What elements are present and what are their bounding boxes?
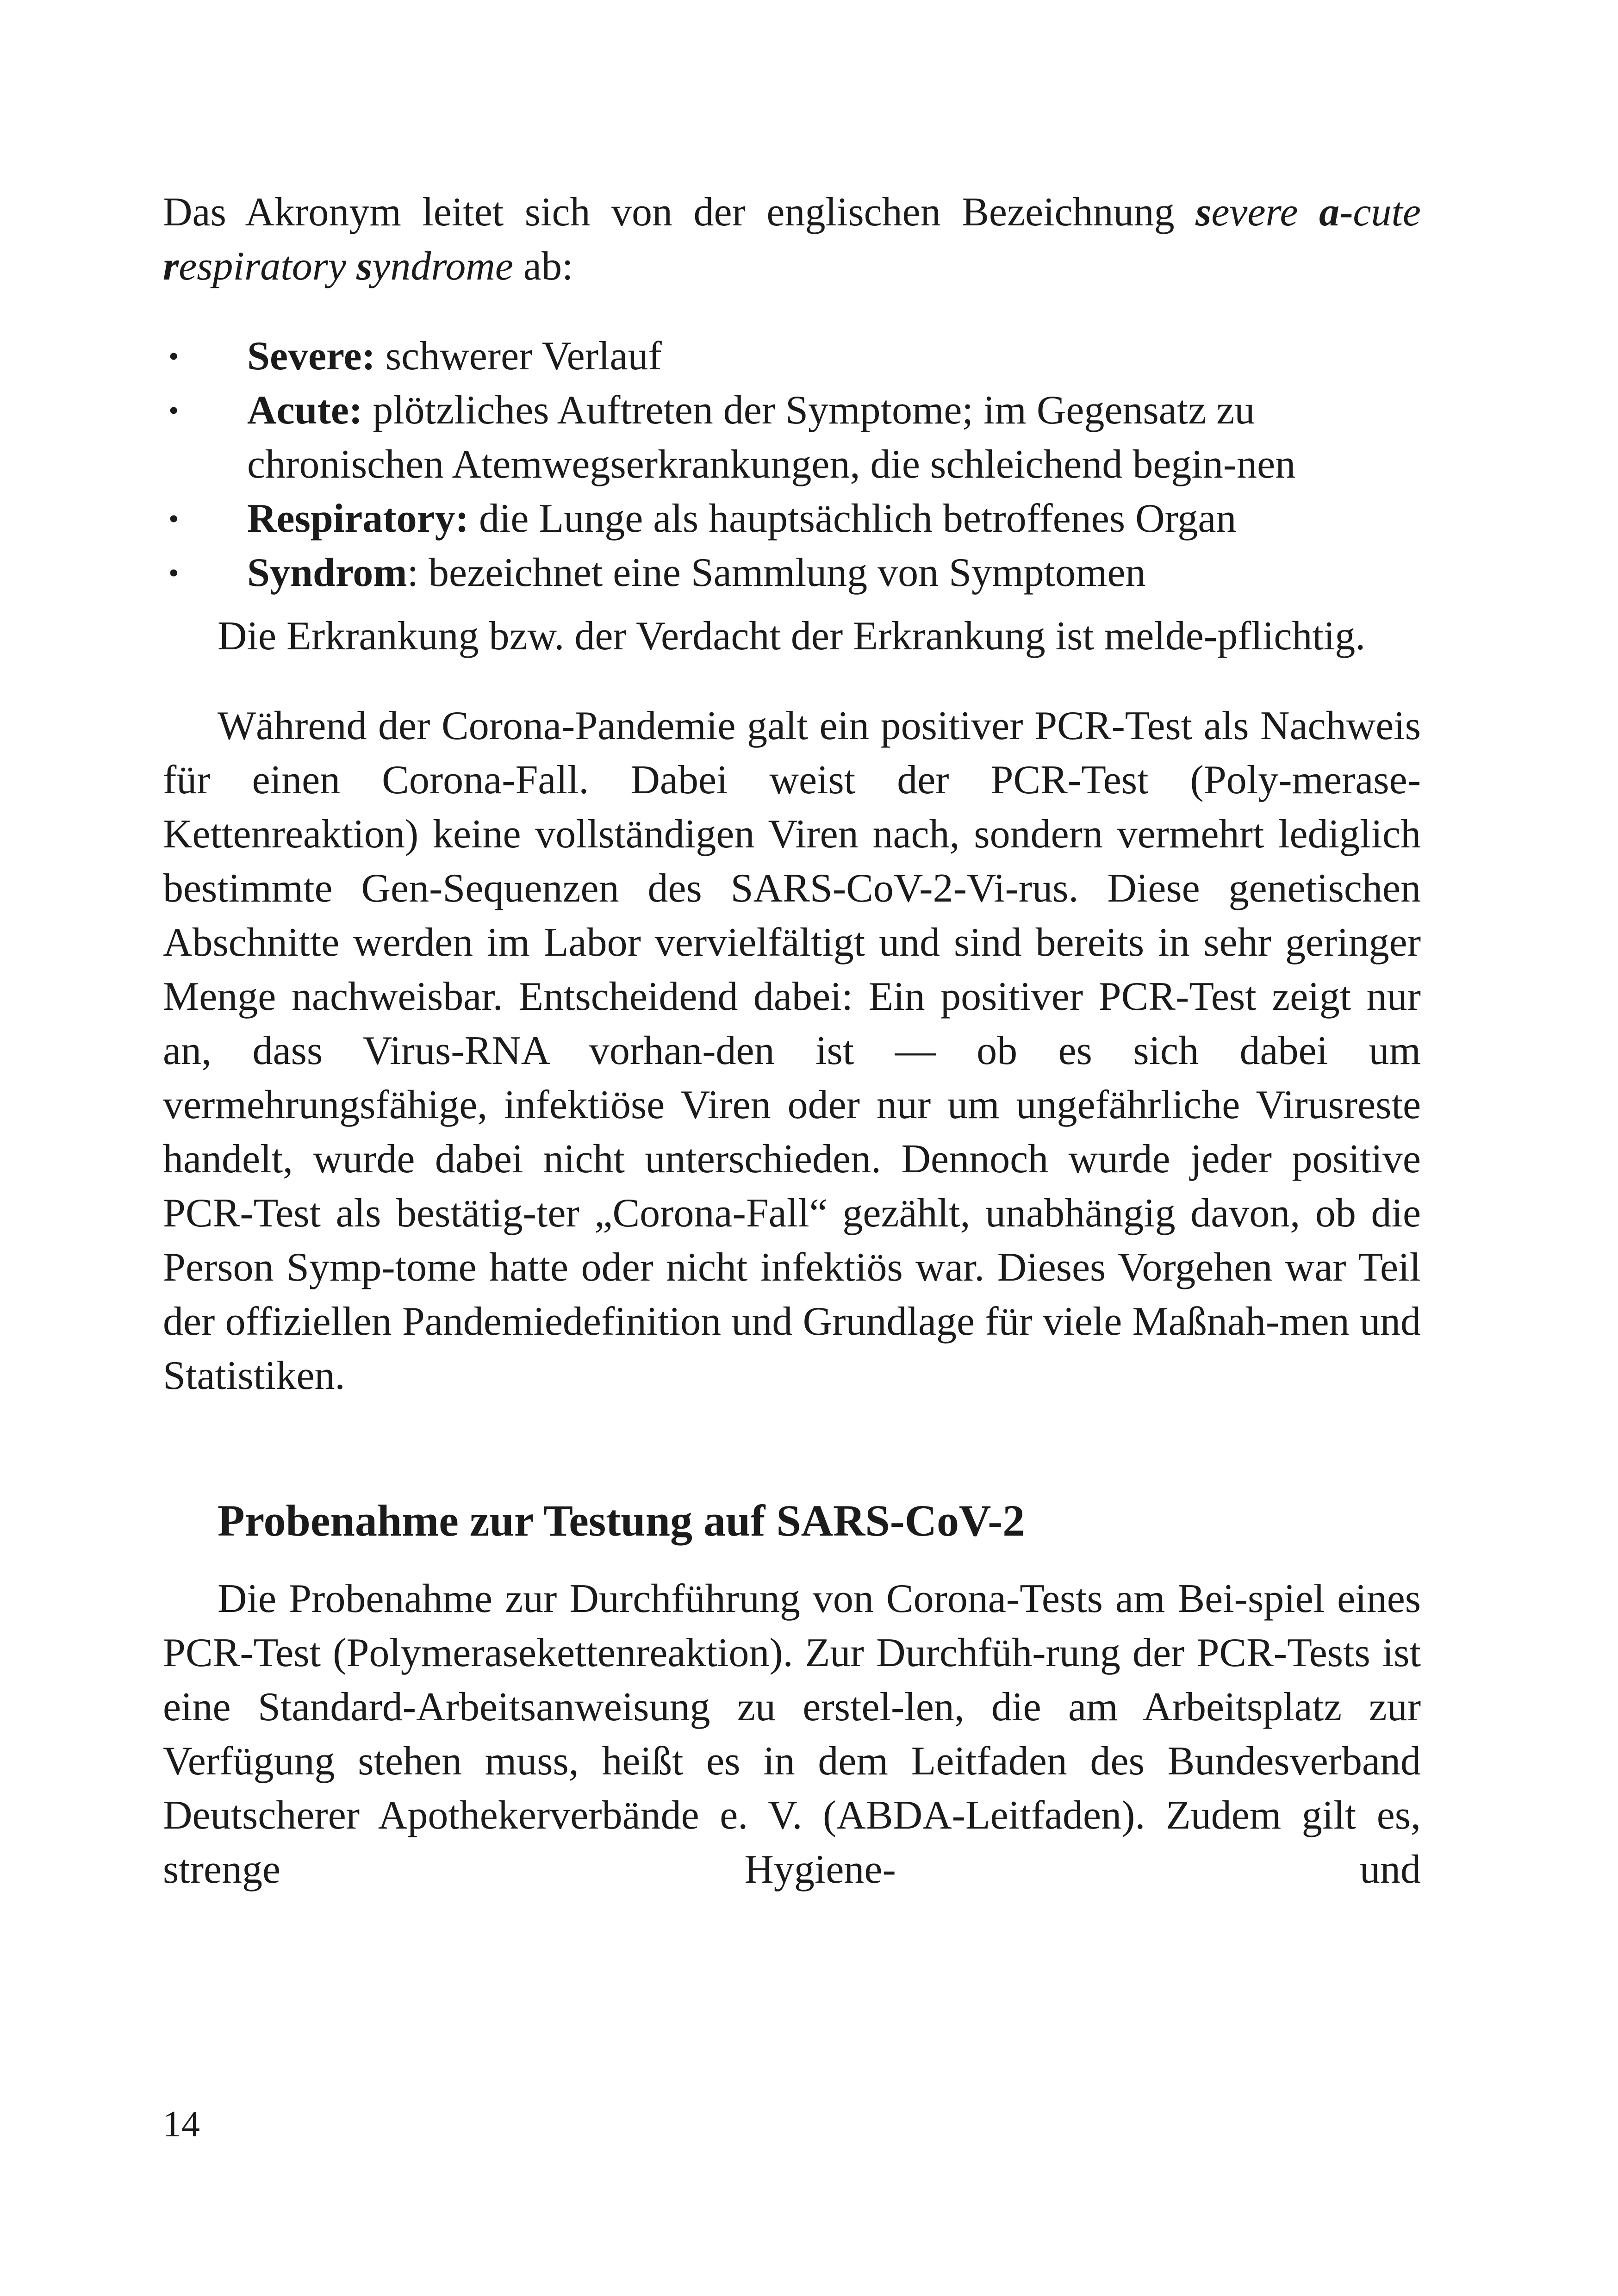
bullet-icon: • xyxy=(168,556,179,589)
list-item-text: plötzliches Auftreten der Symptome; im Gegensatz zu chronischen Atemwegserkrankungen, die schleichend begin-nen xyxy=(247,388,1296,487)
list-item xyxy=(163,492,1421,546)
list-item xyxy=(163,329,1421,383)
section-heading: Probenahme zur Testung auf SARS-CoV-2 xyxy=(218,1496,1025,1545)
list-item xyxy=(163,546,1421,600)
intro-paragraph xyxy=(163,185,1421,293)
list-item-term: Respiratory: xyxy=(247,496,469,541)
bullet-icon: • xyxy=(168,394,179,427)
acronym-term: severe a-cute respiratory syndrome xyxy=(163,190,1421,289)
intro-text-after: ab: xyxy=(513,244,573,289)
pcr-paragraph: Während der Corona-Pandemie galt ein positiver PCR-Test als Nachweis für einen Corona-Fall. Dabei weist der PCR-Test (Poly-merase-Kettenreaktion) keine vollständigen Viren nach, sondern vermehrt lediglich bestimmte Gen-Sequenzen des SARS-CoV-2-Vi-rus. Diese genetischen Abschnitte werden im Labor vervielfältigt und sind bereits in sehr geringer Menge nachweisbar. Entscheidend dabei: Ein positiver PCR-Test zeigt nur an, dass Virus-RNA vorhan-den ist — ob es sich dabei um vermehrungsfähige, infektiöse Viren oder nur um ungefährliche Virusreste handelt, wurde dabei nicht unterschieden. Dennoch wurde jeder positive PCR-Test als bestätig-ter „Corona-Fall“ gezählt, unabhängig davon, ob die Person Symp-tome hatte oder nicht infektiös war. Dieses Vorgehen war Teil der offiziellen Pandemiedefinition und Grundlage für viele Maßnah-men und Statistiken. xyxy=(163,703,1421,1398)
page-number: 14 xyxy=(163,2104,200,2145)
list-item-text: schwerer Verlauf xyxy=(375,334,662,379)
text-column xyxy=(163,185,1421,1897)
list-item-term: Syndrom xyxy=(247,550,407,595)
reporting-paragraph: Die Erkrankung bzw. der Verdacht der Erkrankung ist melde-pflichtig. xyxy=(218,614,1366,659)
list-item-text: : bezeichnet eine Sammlung von Symptomen xyxy=(407,550,1146,595)
sampling-paragraph: Die Probenahme zur Durchführung von Corona-Tests am Bei-spiel eines PCR-Test (Polymerasekettenreaktion). Zur Durchfüh-rung der PCR-Tests ist eine Standard-Arbeitsanweisung zu erstel-len, die am Arbeitsplatz zur Verfügung stehen muss, heißt es in dem Leitfaden des Bundesverband Deutscherer Apothekerverbände e. V. (ABDA-Leitfaden). Zudem gilt es, strenge Hygiene- und xyxy=(163,1576,1421,1892)
list-item-term: Acute: xyxy=(247,388,363,433)
bullet-icon: • xyxy=(168,340,179,373)
acronym-list xyxy=(163,329,1421,600)
intro-text-before: Das Akronym leitet sich von der englischen Bezeichnung xyxy=(163,190,1196,235)
bullet-icon: • xyxy=(168,502,179,535)
list-item-term: Severe: xyxy=(247,334,375,379)
section-spacer xyxy=(163,1403,1421,1475)
list-item-text: die Lunge als hauptsächlich betroffenes Organ xyxy=(468,496,1237,541)
list-item xyxy=(163,383,1421,492)
